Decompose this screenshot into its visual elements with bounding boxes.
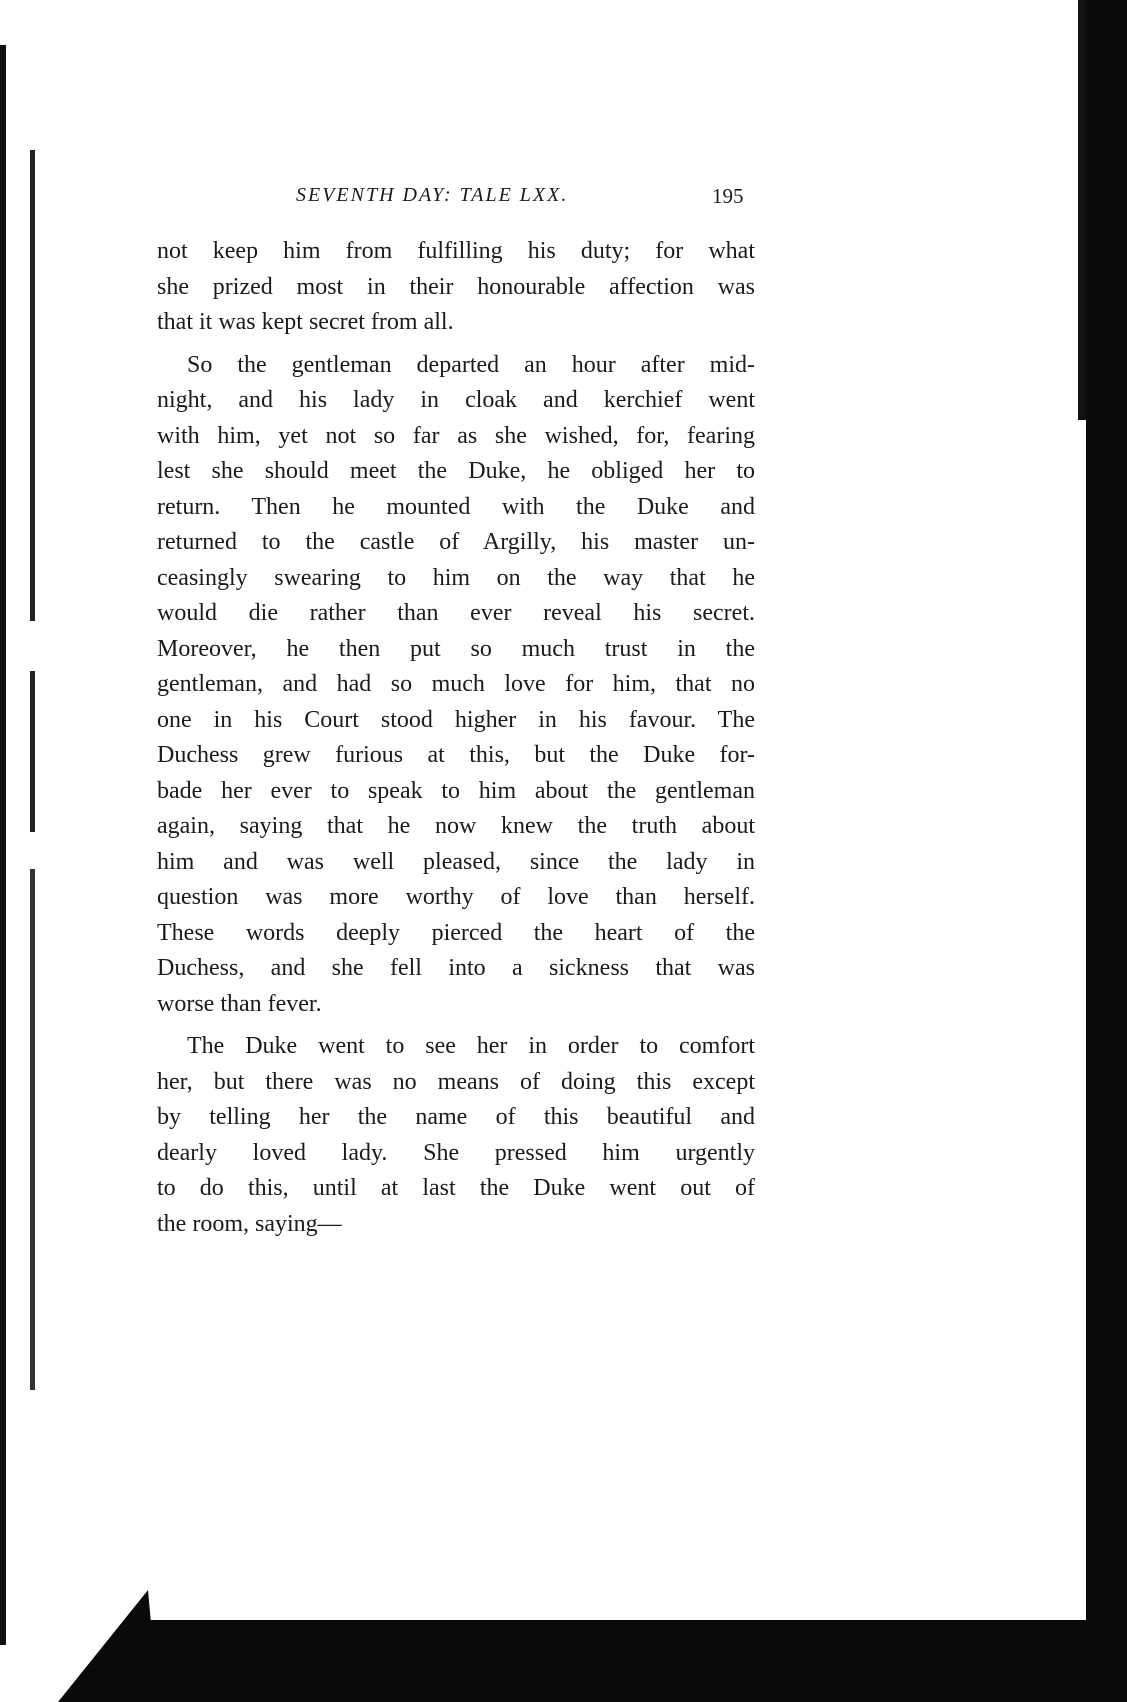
running-head (160, 180, 760, 220)
text-line: ceasingly swearing to him on the way that he (157, 564, 755, 591)
text-line: lest she should meet the Duke, he obliged her to (157, 458, 755, 484)
text-line: Moreover, he then put so much trust in the (157, 635, 755, 662)
text-line: So the gentleman departed an hour after mid- (187, 351, 755, 378)
text-line: bade her ever to speak to him about the gentleman (157, 777, 755, 804)
text-line: question was more worthy of love than herself. (157, 884, 755, 910)
text-line: again, saying that he now knew the truth about (157, 813, 755, 839)
scan-edge-bottom (150, 1620, 1127, 1702)
text-line: These words deeply pierced the heart of the (157, 919, 755, 946)
page-number: 195 (712, 184, 744, 208)
text-line: returned to the castle of Argilly, his master un- (157, 529, 755, 555)
text-line: she prized most in their honourable affection was (157, 273, 755, 300)
scan-edge-left-inner (30, 150, 35, 1390)
body-text (157, 234, 755, 1242)
text-line: by telling her the name of this beautiful and (157, 1104, 755, 1130)
text-line: worse than fever. (157, 990, 322, 1017)
text-line: return. Then he mounted with the Duke and (157, 493, 755, 520)
scan-edge-right-notch (1068, 0, 1086, 420)
text-line: The Duke went to see her in order to comfort (187, 1033, 755, 1059)
text-line: Duchess, and she fell into a sickness that was (157, 955, 755, 981)
scan-edge-right (1086, 0, 1127, 1702)
running-head-title: SEVENTH DAY: TALE LXX. (296, 184, 569, 206)
scan-edge-left (0, 45, 6, 1645)
text-line: with him, yet not so far as she wished, for, fearing (157, 422, 755, 449)
text-line: night, and his lady in cloak and kerchief went (157, 387, 755, 413)
text-line: that it was kept secret from all. (157, 309, 454, 335)
text-line: Duchess grew furious at this, but the Duke for- (157, 742, 755, 768)
text-line: would die rather than ever reveal his secret. (157, 600, 755, 626)
text-line: to do this, until at last the Duke went out of (157, 1175, 755, 1201)
text-line: dearly loved lady. She pressed him urgently (157, 1139, 755, 1166)
text-line: him and was well pleased, since the lady in (157, 848, 755, 875)
text-line: gentleman, and had so much love for him, that no (157, 671, 755, 697)
text-line: the room, saying— (157, 1210, 342, 1237)
scan-corner-left (58, 1590, 158, 1702)
text-line: her, but there was no means of doing this except (157, 1068, 755, 1095)
text-line: one in his Court stood higher in his favour. The (157, 706, 755, 733)
text-line: not keep him from fulfilling his duty; for what (157, 238, 755, 264)
